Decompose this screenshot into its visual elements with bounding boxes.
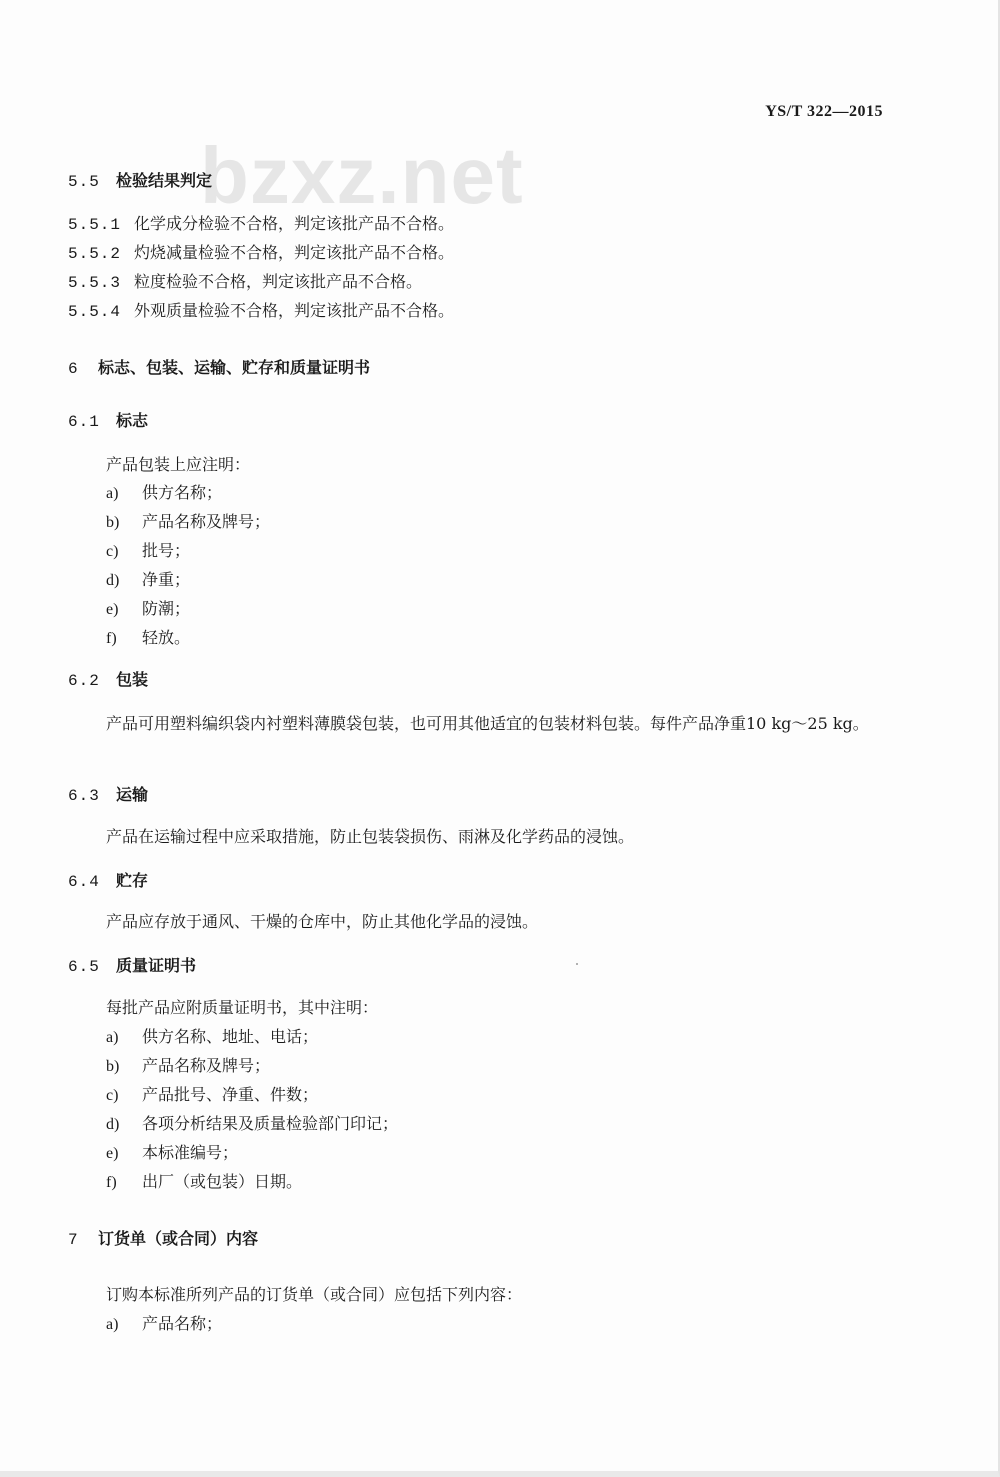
list-text: 净重； — [142, 570, 191, 589]
paragraph-6-5: 每批产品应附质量证明书，其中注明： — [106, 998, 379, 1017]
section-title: 标志、包装、运输、贮存和质量证明书 — [98, 358, 371, 377]
list-item — [106, 1026, 318, 1049]
list-item — [106, 569, 190, 592]
list-label: a) — [106, 1316, 119, 1333]
clause-5-5-3 — [68, 271, 422, 294]
clause-text: 外观质量检验不合格，判定该批产品不合格。 — [134, 301, 455, 320]
heading-6-3 — [68, 784, 148, 807]
clause-number: 5.5.4 — [68, 303, 122, 321]
list-label: f) — [106, 630, 117, 647]
list-item — [106, 1313, 222, 1336]
heading-6-4 — [68, 870, 148, 893]
watermark: bzxz.net — [200, 131, 524, 220]
section-title: 标志 — [116, 411, 149, 430]
list-label: e) — [106, 601, 119, 618]
heading-6-1 — [68, 410, 148, 433]
list-text: 出厂（或包装）日期。 — [142, 1172, 303, 1191]
clause-5-5-1 — [68, 213, 454, 236]
section-number: 6.2 — [68, 672, 100, 690]
clause-5-5-2 — [68, 242, 454, 265]
list-item — [106, 1142, 238, 1165]
section-title: 订货单（或合同）内容 — [98, 1229, 259, 1248]
paragraph-6-4: 产品应存放于通风、干燥的仓库中，防止其他化学品的浸蚀。 — [106, 912, 539, 931]
section-number: 6.1 — [68, 413, 100, 431]
section-title: 包装 — [116, 670, 149, 689]
list-text: 产品名称及牌号； — [142, 512, 271, 531]
list-item — [106, 627, 190, 650]
clause-text: 粒度检验不合格，判定该批产品不合格。 — [134, 272, 423, 291]
heading-5-5 — [68, 170, 212, 193]
list-label: a) — [106, 1029, 119, 1046]
list-label: c) — [106, 1087, 119, 1104]
heading-6-2 — [68, 669, 148, 692]
section-number: 6.4 — [68, 873, 100, 891]
section-title: 检验结果判定 — [116, 171, 213, 190]
list-text: 产品批号、净重、件数； — [142, 1085, 319, 1104]
list-text: 产品名称； — [142, 1314, 223, 1333]
clause-number: 5.5.2 — [68, 245, 122, 263]
list-label: a) — [106, 485, 119, 502]
paragraph-6-3: 产品在运输过程中应采取措施，防止包装袋损伤、雨淋及化学药品的浸蚀。 — [106, 827, 635, 846]
list-label: b) — [106, 514, 120, 531]
list-label: b) — [106, 1058, 120, 1075]
list-label: d) — [106, 572, 120, 589]
clause-number: 5.5.3 — [68, 274, 122, 292]
heading-6 — [68, 357, 370, 380]
section-number: 6.3 — [68, 787, 100, 805]
section-number: 5.5 — [68, 173, 100, 191]
list-item — [106, 598, 190, 621]
list-item — [106, 1171, 302, 1194]
standard-code: YS/T 322—2015 — [765, 103, 883, 120]
heading-6-5 — [68, 955, 196, 978]
list-text: 本标准编号； — [142, 1143, 239, 1162]
section-title: 运输 — [116, 785, 149, 804]
section-number: 6 — [68, 360, 79, 378]
list-label: f) — [106, 1174, 117, 1191]
section-title: 质量证明书 — [116, 956, 197, 975]
paragraph-7: 订购本标准所列产品的订货单（或合同）应包括下列内容： — [106, 1285, 523, 1304]
list-text: 批号； — [142, 541, 191, 560]
list-text: 产品名称及牌号； — [142, 1056, 271, 1075]
list-text: 供方名称、地址、电话； — [142, 1027, 319, 1046]
clause-text: 化学成分检验不合格，判定该批产品不合格。 — [134, 214, 455, 233]
list-item — [106, 1084, 318, 1107]
list-text: 防潮； — [142, 599, 191, 618]
paragraph-6-1: 产品包装上应注明： — [106, 455, 251, 474]
list-label: e) — [106, 1145, 119, 1162]
list-label: c) — [106, 543, 119, 560]
list-text: 供方名称； — [142, 483, 223, 502]
section-number: 7 — [68, 1231, 79, 1249]
list-item — [106, 540, 190, 563]
scan-speck — [576, 963, 578, 965]
clause-5-5-4 — [68, 300, 454, 323]
clause-text: 灼烧减量检验不合格，判定该批产品不合格。 — [134, 243, 455, 262]
section-number: 6.5 — [68, 958, 100, 976]
list-item — [106, 511, 270, 534]
list-item — [106, 1113, 398, 1136]
list-text: 各项分析结果及质量检验部门印记； — [142, 1114, 399, 1133]
list-item — [106, 482, 222, 505]
heading-7 — [68, 1228, 258, 1251]
list-item — [106, 1055, 270, 1078]
list-text: 轻放。 — [142, 628, 191, 647]
section-title: 贮存 — [116, 871, 149, 890]
clause-number: 5.5.1 — [68, 216, 122, 234]
list-label: d) — [106, 1116, 120, 1133]
paragraph-6-2: 产品可用塑料编织袋内衬塑料薄膜袋包装，也可用其他适宜的包装材料包装。每件产品净重10 kg～25 kg。 — [106, 714, 869, 733]
